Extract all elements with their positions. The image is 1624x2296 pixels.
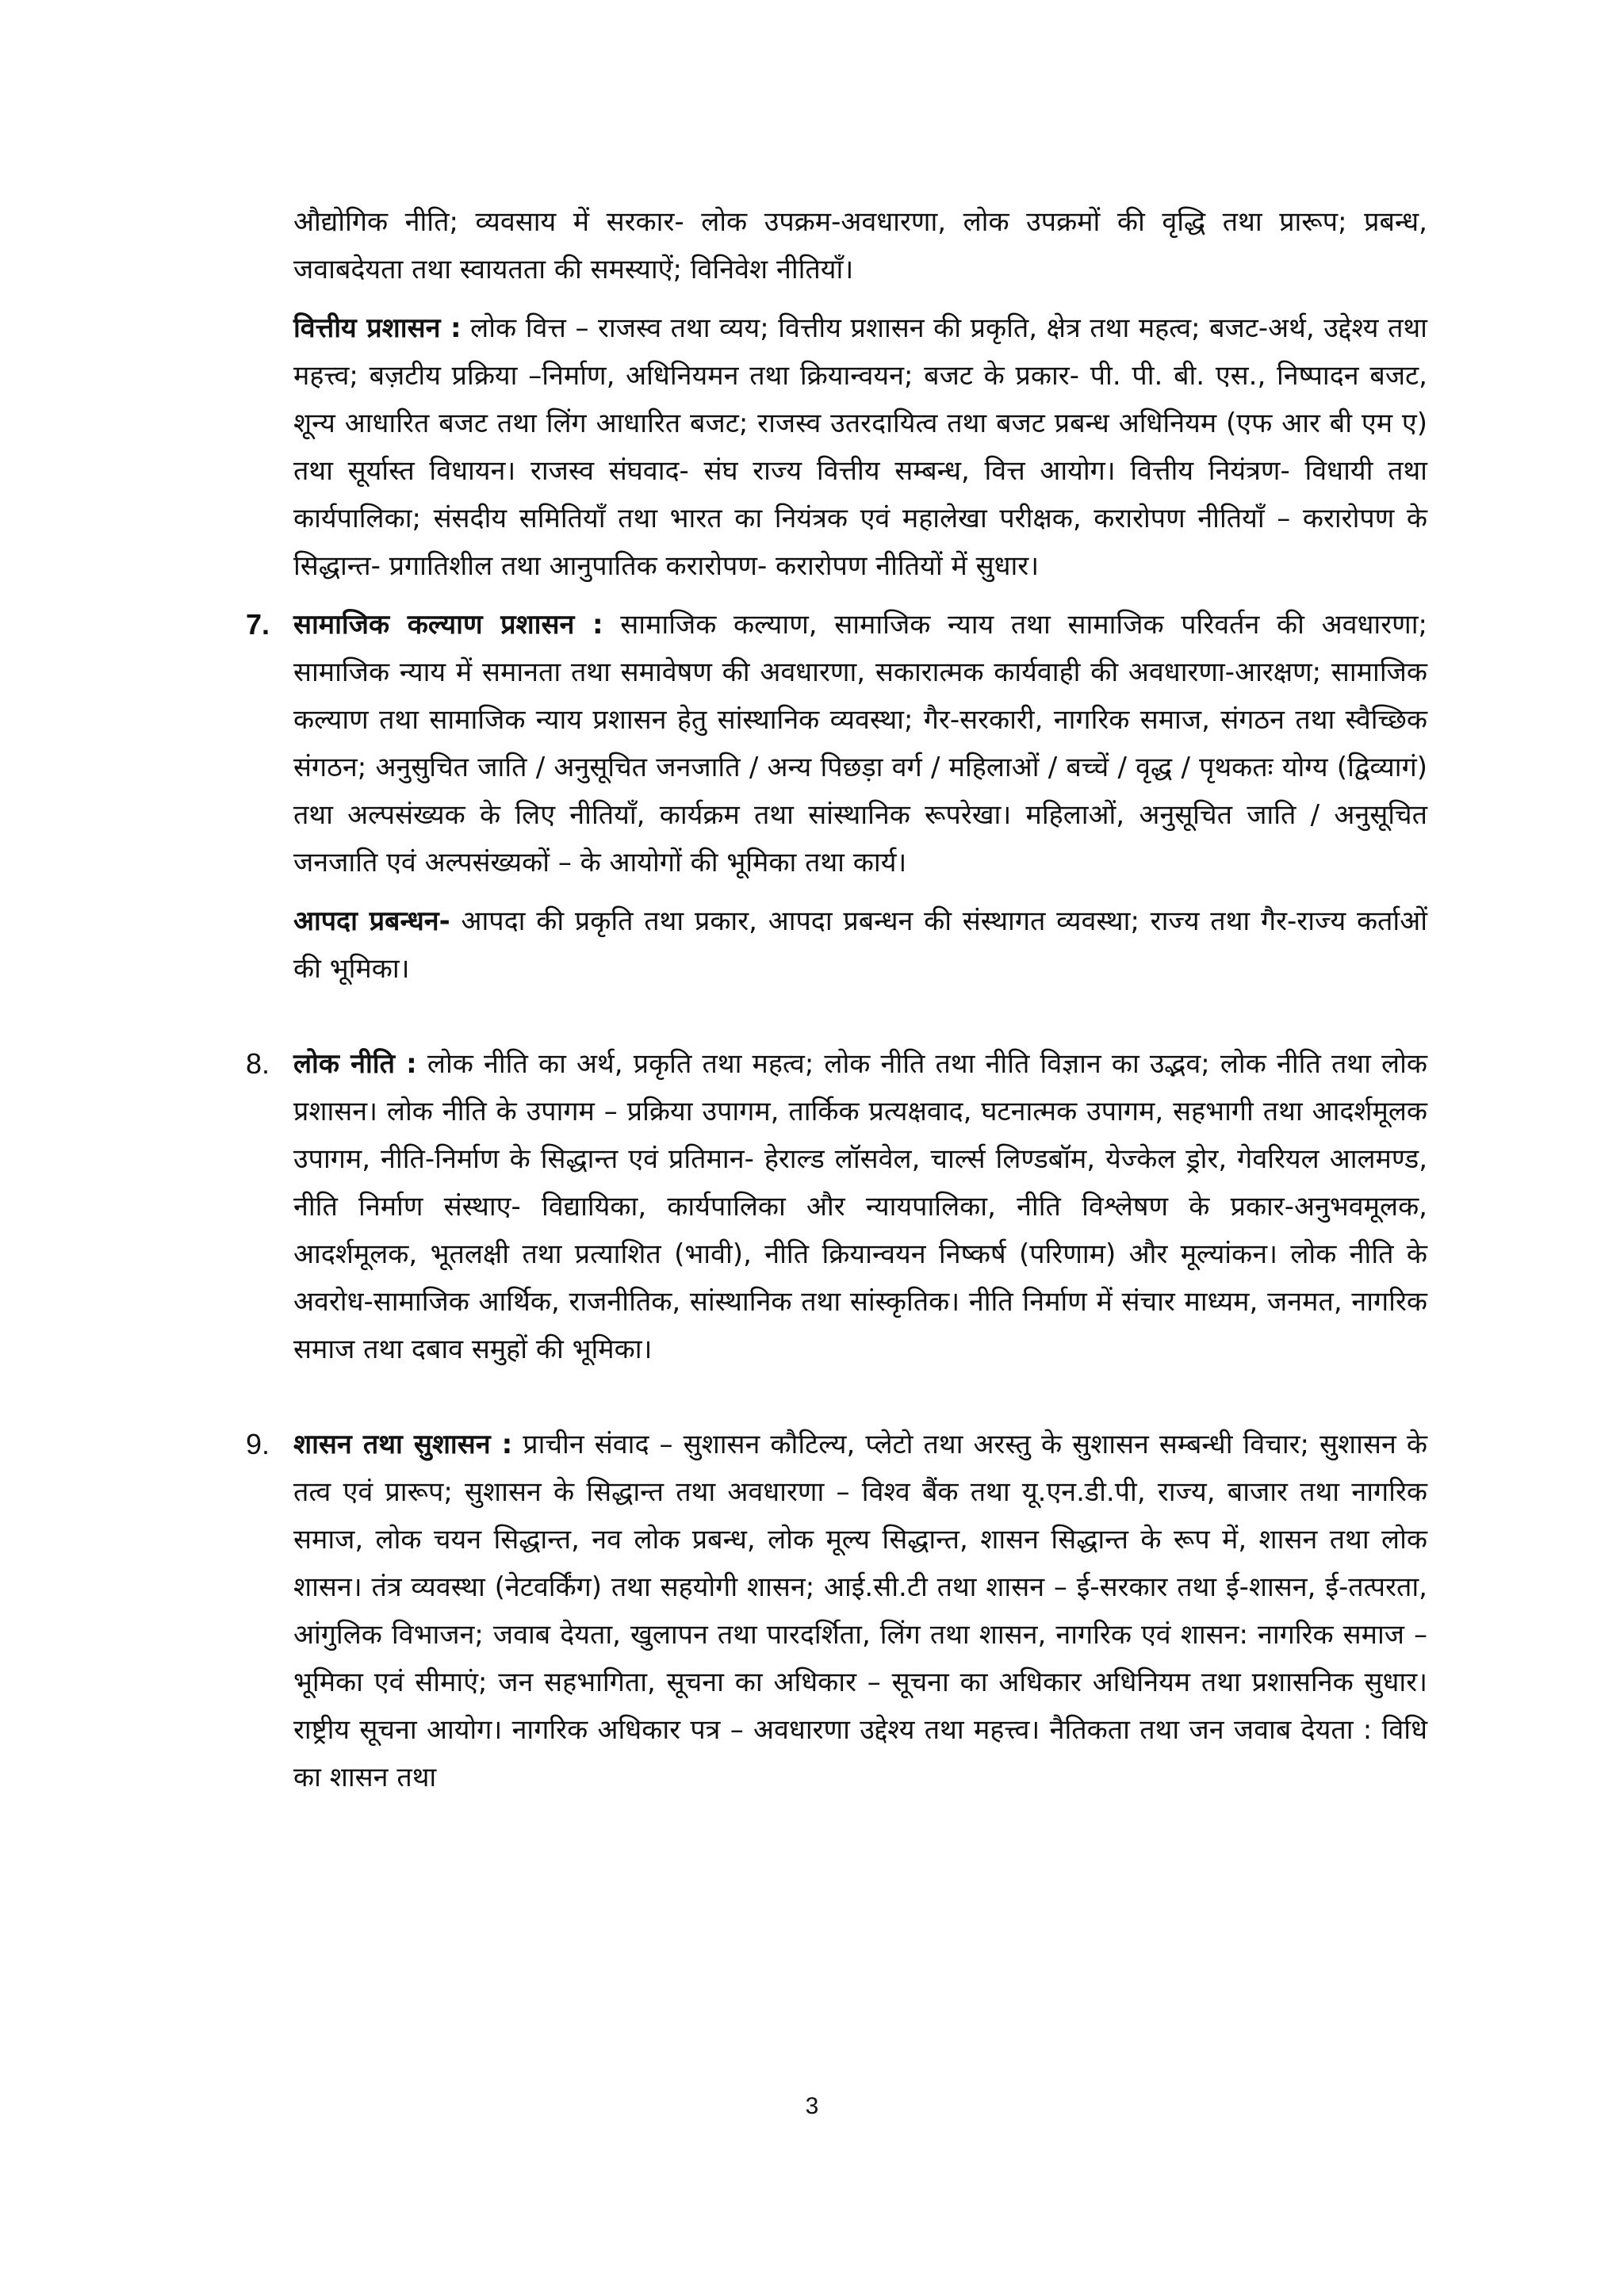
page-content: [246, 198, 1427, 1812]
paragraph-financial-administration: [293, 304, 1427, 590]
item-number: 8.: [246, 1047, 270, 1080]
paragraph-text: लोक वित्त – राजस्व तथा व्यय; वित्तीय प्रशासन की प्रकृति, क्षेत्र तथा महत्व; बजट-अर्थ, उद्देश्य तथा महत्त्व; बज़टीय प्रक्रिया –निर्माण, अधिनियमन तथा क्रियान्वयन; बजट के प्रकार- पी. पी. बी. एस., निष्पादन बजट, शून्य आधारित बजट तथा लिंग आधारित बजट; राजस्व उतरदायित्व तथा बजट प्रबन्ध अधिनियम (एफ आर बी एम ए) तथा सूर्यास्त विधायन। राजस्व संघवाद- संघ राज्य वित्तीय सम्बन्ध, वित्त आयोग। वित्तीय नियंत्रण- विधायी तथा कार्यपालिका; संसदीय समितियाँ तथा भारत का नियंत्रक एवं महालेखा परीक्षक, करारोपण नीतियाँ – करारोपण के सिद्धान्त- प्रगातिशील तथा आनुपातिक करारोपण- करारोपण नीतियों में सुधार।: [293, 312, 1427, 582]
section-heading: लोक नीति :: [293, 1048, 417, 1080]
paragraph-text: लोक नीति का अर्थ, प्रकृति तथा महत्व; लोक नीति तथा नीति विज्ञान का उद्भव; लोक नीति तथा लोक प्रशासन। लोक नीति के उपागम – प्रक्रिया उपागम, तार्किक प्रत्यक्षवाद, घटनात्मक उपागम, सहभागी तथा आदर्शमूलक उपागम, नीति-निर्माण के सिद्धान्त एवं प्रतिमान- हेराल्ड लॉसवेल, चार्ल्स लिण्डबॉम, येज्केल ड्रोर, गेवरियल आलमण्ड, नीति निर्माण संस्थाए- विद्यायिका, कार्यपालिका और न्यायपालिका, नीति विश्लेषण के प्रकार-अनुभवमूलक, आदर्शमूलक, भूतलक्षी तथा प्रत्याशित (भावी), नीति क्रियान्वयन निष्कर्ष (परिणाम) और मूल्यांकन। लोक नीति के अवरोध-सामाजिक आर्थिक, राजनीतिक, सांस्थानिक तथा सांस्कृतिक। नीति निर्माण में संचार माध्यम, जनमत, नागरिक समाज तथा दबाव समुहों की भूमिका।: [293, 1048, 1427, 1365]
paragraph-industrial-policy: [293, 198, 1427, 293]
list-item-governance: [246, 1421, 1427, 1801]
section-heading: वित्तीय प्रशासन :: [293, 312, 462, 344]
item-number: 9.: [246, 1428, 270, 1460]
paragraph-text: प्राचीन संवाद – सुशासन कौटिल्य, प्लेटो तथा अरस्तु के सुशासन सम्बन्धी विचार; सुशासन के तत्व एवं प्रारूप; सुशासन के सिद्धान्त तथा अवधारणा – विश्व बैंक तथा यू.एन.डी.पी, राज्य, बाजार तथा नागरिक समाज, लोक चयन सिद्धान्त, नव लोक प्रबन्ध, लोक मूल्य सिद्धान्त, शासन सिद्धान्त के रूप में, शासन तथा लोक शासन। तंत्र व्यवस्था (नेटवर्किंग) तथा सहयोगी शासन; आई.सी.टी तथा शासन – ई-सरकार तथा ई-शासन, ई-तत्परता, आंगुलिक विभाजन; जवाब देयता, खुलापन तथा पारदर्शिता, लिंग तथा शासन, नागरिक एवं शासन: नागरिक समाज – भूमिका एवं सीमाएं; जन सहभागिता, सूचना का अधिकार – सूचना का अधिकार अधिनियम तथा प्रशासनिक सुधार। राष्ट्रीय सूचना आयोग। नागरिक अधिकार पत्र – अवधारणा उद्देश्य तथा महत्त्व। नैतिकता तथा जन जवाब देयता : विधि का शासन तथा: [293, 1429, 1427, 1793]
page-number: 3: [805, 2093, 819, 2119]
paragraph-text: औद्योगिक नीति; व्यवसाय में सरकार- लोक उपक्रम-अवधारणा, लोक उपक्रमों की वृद्धि तथा प्रारूप; प्रबन्ध, जवाबदेयता तथा स्वायतता की समस्याऐं; विनिवेश नीतियाँ।: [293, 206, 1427, 285]
list-item-public-policy: [246, 1040, 1427, 1373]
paragraph-text: सामाजिक कल्याण, सामाजिक न्याय तथा सामाजिक परिवर्तन की अवधारणा; सामाजिक न्याय में समानता तथा समावेषण की अवधारणा, सकारात्मक कार्यवाही की अवधारणा-आरक्षण; सामाजिक कल्याण तथा सामाजिक न्याय प्रशासन हेतु सांस्थानिक व्यवस्था; गैर-सरकारी, नागरिक समाज, संगठन तथा स्वैच्छिक संगठन; अनुसुचित जाति / अनुसूचित जनजाति / अन्य पिछड़ा वर्ग / महिलाओं / बच्चें / वृद्ध / पृथकतः योग्य (द्विव्यागं) तथा अल्पसंख्यक के लिए नीतियाँ, कार्यक्रम तथा सांस्थानिक रूपरेखा। महिलाओं, अनुसूचित जाति / अनुसूचित जनजाति एवं अल्पसंख्यकों – के आयोगों की भूमिका तथा कार्य।: [293, 609, 1427, 878]
list-item-social-welfare: [246, 601, 1427, 886]
section-heading: शासन तथा सुशासन :: [293, 1429, 513, 1460]
section-heading: आपदा प्रबन्धन-: [293, 905, 450, 937]
item-number: 7.: [246, 608, 270, 641]
paragraph-text: आपदा की प्रकृति तथा प्रकार, आपदा प्रबन्धन की संस्थागत व्यवस्था; राज्य तथा गैर-राज्य कर्ताओं की भूमिका।: [293, 905, 1427, 985]
paragraph-disaster-management: [293, 897, 1427, 993]
section-heading: सामाजिक कल्याण प्रशासन :: [293, 609, 603, 641]
